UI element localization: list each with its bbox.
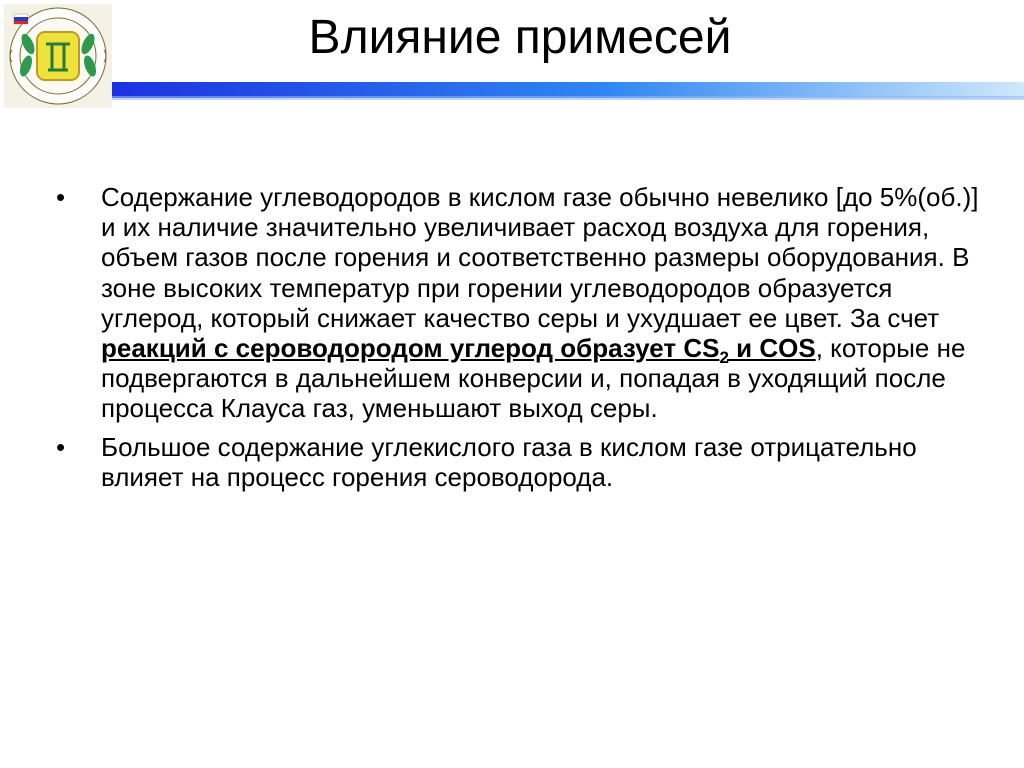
emphasized-reaction-main: реакций с сероводородом углерод образует CS [101,333,720,364]
bullet-item-hydrocarbons [56,182,986,424]
slide-title: Влияние примесей [308,11,732,64]
emphasized-reaction-text [101,333,816,368]
header-band [0,80,1024,102]
bullet-item-carbon-dioxide [56,432,986,492]
bullet-dot: • [56,182,66,212]
subscript-two: 2 [719,348,729,368]
university-seal-logo [4,4,112,108]
emphasized-reaction-tail: и COS [728,333,816,364]
bullet-list [56,182,986,492]
bullet-text-intro: Содержание углеводородов в кислом газе обычно невелико [до 5%(об.)] и их наличие значительно увеличивает расход воздуха для горения, объем газов после горения и соответственно размеры оборудования. В зоне высоких температур при горении углеводородов образуется углерод, который снижает качество серы и ухудшает ее цвет. За счет [101,182,979,333]
bullet-text-outro: , которые не подвергаются в дальнейшем конверсии и, попадая в уходящий после процесса Клауса газ, уменьшают выход серы. [101,333,966,424]
bullet-dot: • [56,431,66,462]
slide-content [56,182,986,500]
bullet-text: Большое содержание углекислого газа в кислом газе отрицательно влияет на процесс горения сероводорода. [101,431,917,492]
